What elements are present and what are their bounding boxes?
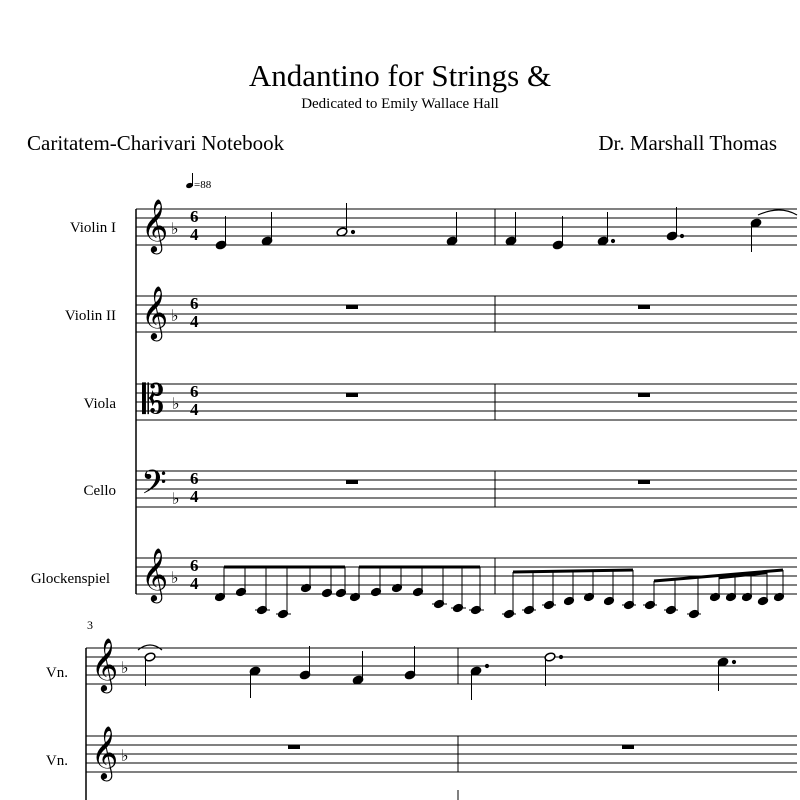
whole-rests: [288, 745, 634, 749]
time-signature: [190, 207, 199, 593]
instrument-label-vn-2: Vn.: [45, 753, 68, 769]
score-title: Andantino for Strings &: [248, 58, 552, 93]
svg-text:♭: ♭: [171, 219, 179, 238]
system-2-barlines: [86, 648, 458, 800]
svg-text:♭: ♭: [121, 658, 129, 677]
staff-violin-1: [136, 209, 797, 245]
instrument-label-violin-2: Violin II: [64, 308, 116, 324]
tempo-value: =88: [194, 179, 212, 191]
key-signature-flats: [171, 219, 180, 587]
svg-text:♭: ♭: [171, 568, 179, 587]
vn-1-notes-system-2: [138, 645, 736, 700]
instrument-label-viola: Viola: [83, 396, 116, 412]
staff-cello: [136, 471, 797, 507]
notebook-name: Caritatem-Charivari Notebook: [27, 131, 285, 155]
glockenspiel-notes-m1: [214, 567, 484, 619]
svg-text:♭: ♭: [172, 489, 180, 508]
staff-viola: [136, 384, 797, 420]
svg-text:4: 4: [190, 487, 199, 506]
svg-text:6: 6: [190, 207, 199, 226]
svg-text:4: 4: [190, 312, 199, 331]
staff-vn-2: [86, 736, 797, 772]
svg-text:6: 6: [190, 294, 199, 313]
instrument-label-violin-1: Violin I: [69, 220, 116, 236]
staff-violin-2: [136, 296, 797, 332]
svg-text:6: 6: [190, 382, 199, 401]
measure-number: 3: [87, 618, 93, 632]
svg-text:4: 4: [190, 225, 199, 244]
treble-clef-icon: 𝄞: [141, 198, 169, 252]
instrument-label-cello: Cello: [83, 483, 116, 499]
treble-clef-icon: 𝄞: [141, 547, 169, 601]
treble-clef-icon: 𝄞: [141, 285, 169, 339]
composer-name: Dr. Marshall Thomas: [598, 131, 777, 155]
svg-text:♭: ♭: [171, 306, 179, 325]
svg-text:4: 4: [190, 400, 199, 419]
bass-clef-icon: 𝄢: [141, 464, 167, 510]
treble-clef-icon: 𝄞: [91, 725, 119, 779]
key-signature-flats: [121, 658, 129, 765]
svg-text:6: 6: [190, 469, 199, 488]
svg-text:♭: ♭: [121, 746, 129, 765]
score-subtitle: Dedicated to Emily Wallace Hall: [301, 96, 499, 112]
instrument-label-glockenspiel: Glockenspiel: [30, 571, 110, 587]
treble-clef-icon: 𝄞: [91, 637, 119, 691]
staff-vn-1: [86, 648, 797, 684]
svg-text:4: 4: [190, 574, 199, 593]
alto-clef-icon: 𝄡: [142, 377, 165, 423]
svg-text:♭: ♭: [172, 394, 180, 413]
instrument-label-vn-1: Vn.: [45, 665, 68, 681]
svg-text:6: 6: [190, 556, 199, 575]
